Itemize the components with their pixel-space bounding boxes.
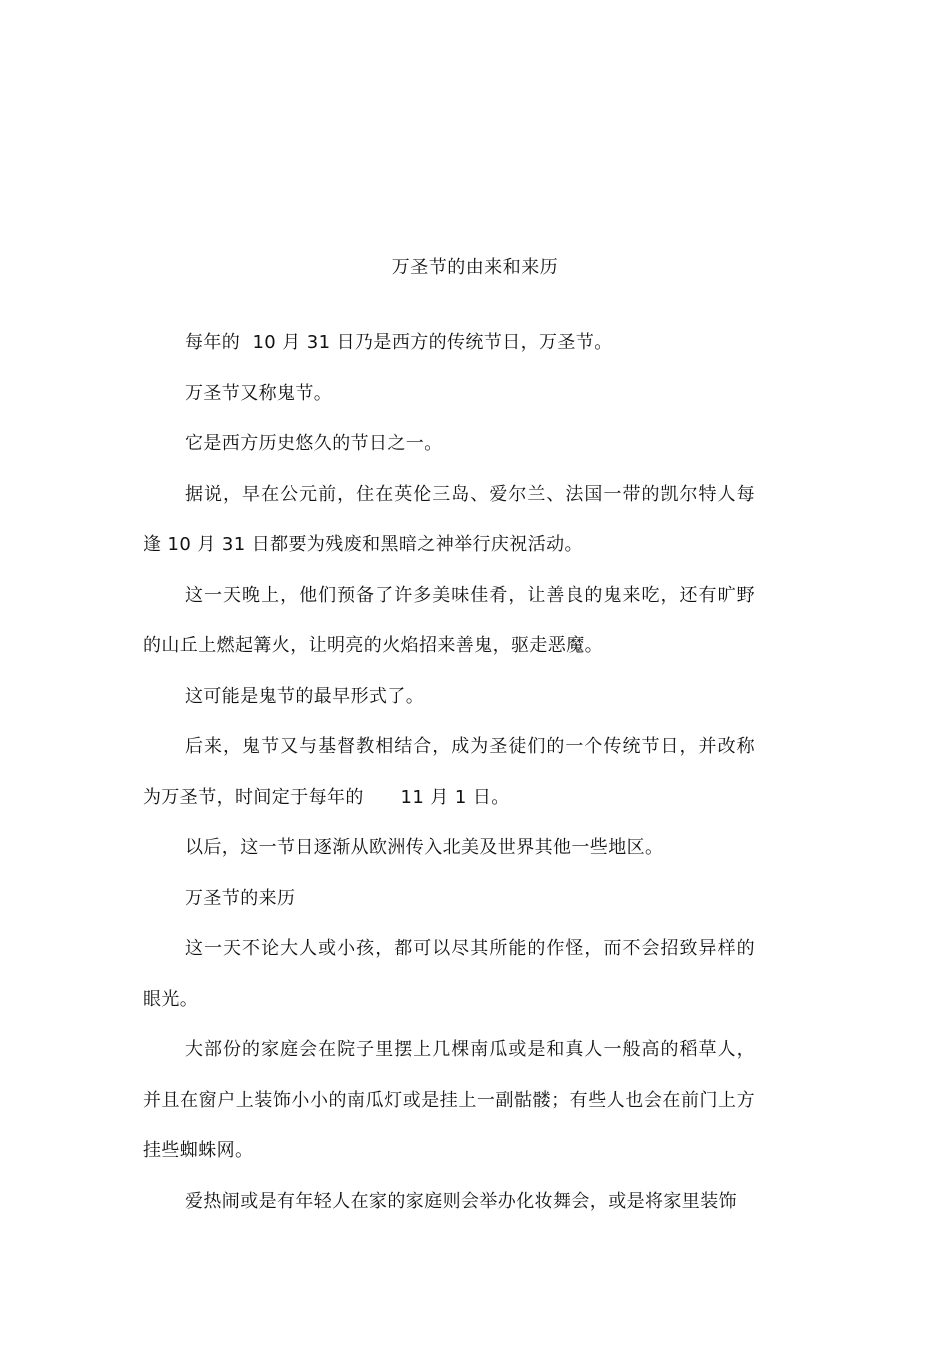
paragraph: 每年的 10 月 31 日乃是西方的传统节日，万圣节。 (185, 332, 613, 353)
paragraph: 据说，早在公元前，住在英伦三岛、爱尔兰、法国一带的凯尔特人每逢 10 月 31 日都要为残废和黑暗之神举行庆祝活动。 (143, 483, 755, 555)
paragraph: 大部份的家庭会在院子里摆上几棵南瓜或是和真人一般高的稻草人，并且在窗户上装饰小小的南瓜灯或是挂上一副骷髅；有些人也会在前门上方挂些蜘蛛网。 (143, 1039, 755, 1161)
paragraph: 爱热闹或是有年轻人在家的家庭则会举办化妆舞会，或是将家里装饰 (185, 1190, 737, 1212)
section-heading: 万圣节的来历 (185, 887, 296, 909)
paragraph: 这一天不论大人或小孩，都可以尽其所能的作怪，而不会招致异样的眼光。 (143, 938, 755, 1010)
paragraph: 万圣节又称鬼节。 (185, 382, 333, 404)
paragraph: 后来，鬼节又与基督教相结合，成为圣徒们的一个传统节日，并改称为万圣节，时间定于每年的 11 月 1 日。 (143, 736, 755, 808)
paragraph: 它是西方历史悠久的节日之一。 (185, 433, 443, 454)
paragraph: 这一天晚上，他们预备了许多美味佳肴，让善良的鬼来吃，还有旷野的山丘上燃起篝火，让明亮的火焰招来善鬼，驱走恶魔。 (143, 584, 755, 656)
document-title: 万圣节的由来和来历 (391, 257, 559, 278)
paragraph: 这可能是鬼节的最早形式了。 (185, 685, 425, 707)
document-body (143, 318, 755, 1227)
paragraph: 以后，这一节日逐渐从欧洲传入北美及世界其他一些地区。 (185, 837, 664, 858)
